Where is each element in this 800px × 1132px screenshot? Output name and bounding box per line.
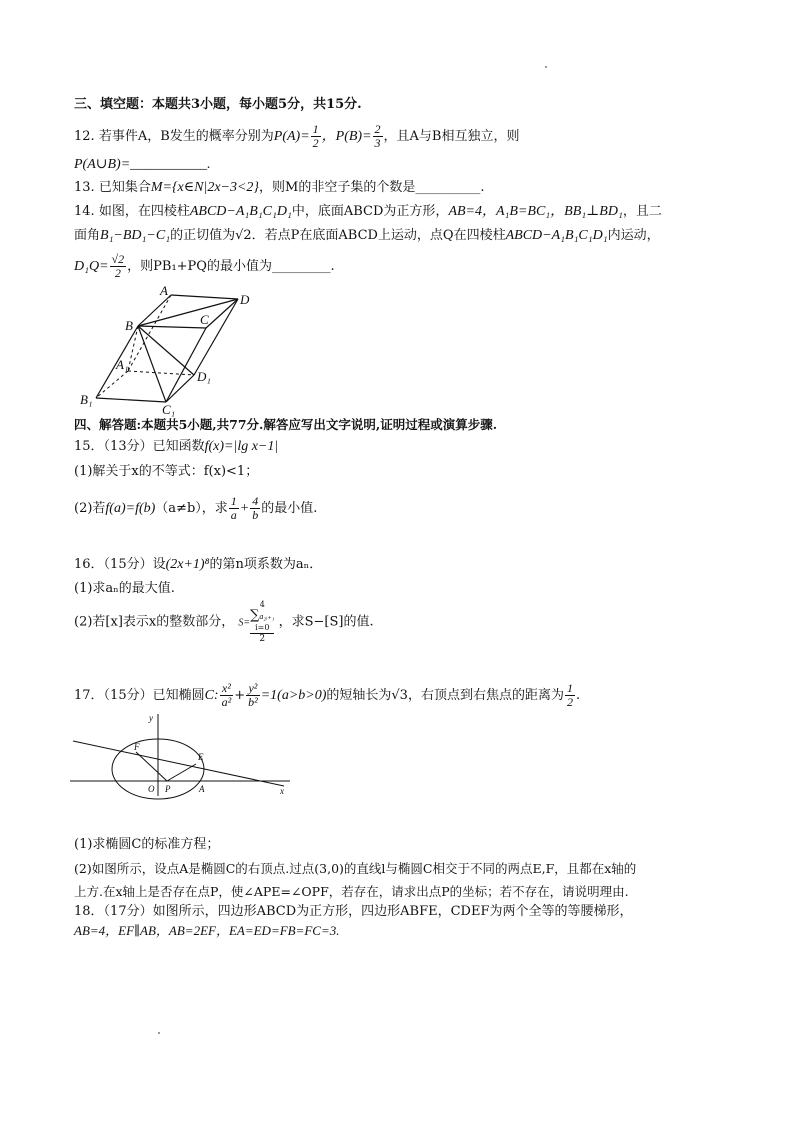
q16-sum-bottom: i=0 bbox=[250, 623, 274, 634]
q16-sum-den: 2 bbox=[259, 634, 266, 644]
q16-p2-text-a: (2)若[x]表示x的整数部分， bbox=[74, 614, 235, 630]
q16-sigma: ∑a₂ᵢ₊₁ bbox=[250, 608, 275, 623]
label-O: O bbox=[148, 784, 155, 794]
q17-end: . bbox=[575, 688, 581, 703]
q15-f2-num: 4 bbox=[252, 494, 259, 508]
q15-p2-text-a: (2)若 bbox=[74, 501, 106, 516]
q13-text: 已知集合 bbox=[98, 180, 151, 195]
q12-pa-num: 1 bbox=[312, 122, 319, 136]
q16-sum-top: 4 bbox=[259, 600, 265, 609]
label-B1: B₁ bbox=[80, 392, 93, 407]
q17-half-den: 2 bbox=[566, 695, 573, 709]
q15-part2 bbox=[74, 490, 734, 528]
q12-pb-num: 2 bbox=[374, 122, 381, 136]
q14-text-f: 内运动， bbox=[607, 228, 660, 243]
q12-text: 若事件A，B发生的概率分别为 bbox=[98, 129, 274, 144]
q14-text-e: 的正切值为√2．若点P在底面ABCD上运动，点Q在四棱柱 bbox=[170, 228, 506, 243]
q15-p2-text-b: （a≠b），求 bbox=[155, 501, 228, 516]
q17-part2-line2: 上方.在x轴上是否存在点P，使∠APE=∠OPF，若存在，请求出点P的坐标；若不存在，请说明理由. bbox=[74, 884, 629, 899]
q12-pa: P(A)= bbox=[273, 129, 310, 144]
question-13 bbox=[74, 179, 734, 197]
q12-pb-den: 3 bbox=[374, 136, 381, 150]
label-D: D bbox=[240, 292, 250, 307]
q16-p2-text-b: ，求S−[S]的值. bbox=[278, 614, 374, 630]
q17-frac-half bbox=[565, 682, 575, 709]
q15-plus: + bbox=[239, 501, 250, 516]
question-18-line2: AB=4，EF∥AB，AB=2EF，EA=ED=FB=FC=3. bbox=[74, 923, 340, 938]
q15-f2-den: b bbox=[252, 508, 259, 522]
scan-dot bbox=[545, 66, 547, 68]
scan-dot-bottom bbox=[158, 1032, 160, 1034]
q17-frac-x bbox=[220, 682, 234, 709]
q13-number: 13. bbox=[74, 180, 95, 195]
q17-b2: b² bbox=[248, 695, 258, 709]
q17-ellipse-figure bbox=[70, 710, 300, 800]
question-17-head: 17．（15分）已知椭圆C: $\frac{\text{x²}}{\text{a²}}$ + $\frac{\text{y²}}{\text{b²}}$ =1(a>b>0)的短轴长为√3，右顶点到右焦点的距离为 $\frac{1}{2}$ . bbox=[74, 681, 581, 709]
q15-p2-text-c: 的最小值. bbox=[261, 501, 318, 516]
q13-set: M={x∈N|2x−3<2} bbox=[150, 180, 260, 195]
q14-frac-den: 2 bbox=[114, 266, 121, 280]
q14-text-d: 面角 bbox=[74, 228, 101, 243]
label-D1: D₁ bbox=[197, 369, 211, 384]
q15-f1-num: 1 bbox=[230, 494, 237, 508]
q14-text-a: 如图，在四棱柱 bbox=[98, 204, 190, 219]
question-12-line1 bbox=[74, 118, 734, 156]
q17-mid: 的短轴长为√3，右顶点到右焦点的距离为 bbox=[326, 688, 564, 703]
q14-fraction bbox=[110, 253, 127, 280]
edge-CB bbox=[138, 326, 206, 328]
label-A: A bbox=[160, 283, 168, 298]
edge-BC1 bbox=[138, 326, 166, 402]
q15-head: 15．（13分）已知函数 bbox=[74, 439, 205, 454]
q16-expr: (2x+1)⁸ bbox=[165, 557, 210, 572]
section-4-heading: 四、解答题:本题共5小题,共77分.解答应写出文字说明,证明过程或演算步骤. bbox=[74, 417, 498, 432]
q16-sum-fraction bbox=[250, 600, 274, 644]
q16-sum-label: S= bbox=[238, 617, 251, 629]
q14-number: 14. bbox=[74, 204, 95, 219]
q14-text-b: 中，底面ABCD为正方形， bbox=[291, 204, 449, 219]
q14-prism-2: ABCD−A₁B₁C₁D₁ bbox=[505, 228, 608, 243]
question-14-line2 bbox=[74, 227, 734, 245]
q16-post: 的第n项系数为aₙ． bbox=[209, 557, 323, 572]
edge-A1B1-hidden bbox=[96, 371, 128, 398]
section-3-heading: 三、填空题：本题共3小题，每小题5分，共15分. bbox=[74, 97, 362, 112]
q12-number: 12. bbox=[74, 129, 95, 144]
question-16-head bbox=[74, 556, 734, 574]
q16-part2 bbox=[74, 600, 734, 644]
label-A1: A₁ bbox=[116, 357, 129, 372]
q12-pb: ，P(B)= bbox=[321, 129, 372, 144]
q15-p2-eq: f(a)=f(b) bbox=[105, 501, 156, 516]
label-y: y bbox=[149, 713, 153, 723]
q12-pa-fraction bbox=[311, 123, 321, 150]
q17-frac-y bbox=[246, 682, 260, 709]
q17-x2: x² bbox=[220, 682, 234, 696]
q14-d1q: D₁Q= bbox=[74, 259, 109, 274]
q14-text-c: ，且二 bbox=[622, 204, 662, 219]
q15-frac-2 bbox=[250, 495, 260, 522]
label-P: P bbox=[165, 784, 171, 794]
question-18-line1: 18．（17分）如图所示，四边形ABCD为正方形，四边形ABFE，CDEF为两个全等的等腰梯形， bbox=[74, 904, 633, 919]
q12-post: ，且A与B相互独立，则 bbox=[383, 129, 520, 144]
q16-head: 16．（15分）设 bbox=[74, 557, 166, 572]
q14-text-g: ，则PB₁+PQ的最小值为_________. bbox=[127, 259, 335, 274]
label-A: A bbox=[199, 784, 205, 794]
question-15-head bbox=[74, 438, 734, 456]
q17-part1: (1)求椭圆C的标准方程； bbox=[74, 837, 220, 852]
q16-sum-term: a₂ᵢ₊₁ bbox=[259, 612, 275, 621]
label-B: B bbox=[125, 318, 133, 333]
q17-eq: =1(a>b>0) bbox=[260, 688, 327, 703]
q17-half-num: 1 bbox=[566, 681, 573, 695]
q17-part2-line1: (2)如图所示，设点A是椭圆C的右顶点.过点(3,0)的直线l与椭圆C相交于不同的两点E,F，且都在x轴的 bbox=[74, 861, 637, 876]
label-F: F bbox=[134, 742, 140, 752]
edge-A1D1-hidden bbox=[128, 371, 194, 375]
q14-prism-figure bbox=[76, 283, 276, 417]
q16-part1: (1)求aₙ的最大值. bbox=[74, 581, 175, 596]
question-12-line2: P(A∪B)=___________. bbox=[74, 157, 211, 172]
label-C: C bbox=[200, 312, 209, 327]
question-14-line3 bbox=[74, 248, 734, 286]
q12-pa-den: 2 bbox=[312, 136, 319, 150]
label-E: E bbox=[198, 752, 204, 762]
label-x: x bbox=[280, 786, 284, 796]
q13-post: ，则M的非空子集的个数是__________. bbox=[259, 180, 485, 195]
q14-prism: ABCD−A₁B₁C₁D₁ bbox=[189, 204, 292, 219]
line-l bbox=[73, 741, 284, 786]
q15-f1-den: a bbox=[230, 508, 237, 522]
edge-AD bbox=[171, 295, 238, 299]
label-C1: C₁ bbox=[162, 402, 176, 417]
q17-head: 17．（15分）已知椭圆 bbox=[74, 688, 205, 703]
q14-conditions: AB=4，A₁B=BC₁，BB₁⊥BD₁ bbox=[448, 204, 623, 219]
q15-function: f(x)=|lg x−1| bbox=[204, 439, 279, 454]
q12-pb-fraction bbox=[373, 123, 383, 150]
q17-ellipse-name: C: bbox=[204, 688, 219, 703]
segment-PE bbox=[167, 764, 196, 781]
q17-a2: a² bbox=[221, 695, 232, 709]
segment-PF bbox=[136, 752, 167, 781]
q14-frac-num: √2 bbox=[111, 252, 125, 266]
q14-dihedral: B₁−BD₁−C₁ bbox=[100, 228, 171, 243]
edge-B1C1 bbox=[96, 398, 166, 402]
q15-frac-1 bbox=[229, 495, 239, 522]
edge-C1D1 bbox=[166, 375, 194, 402]
q15-part1: (1)解关于x的不等式：f(x)<1； bbox=[74, 464, 259, 479]
q17-y2: y² bbox=[246, 682, 260, 696]
question-14-line1 bbox=[74, 203, 734, 221]
